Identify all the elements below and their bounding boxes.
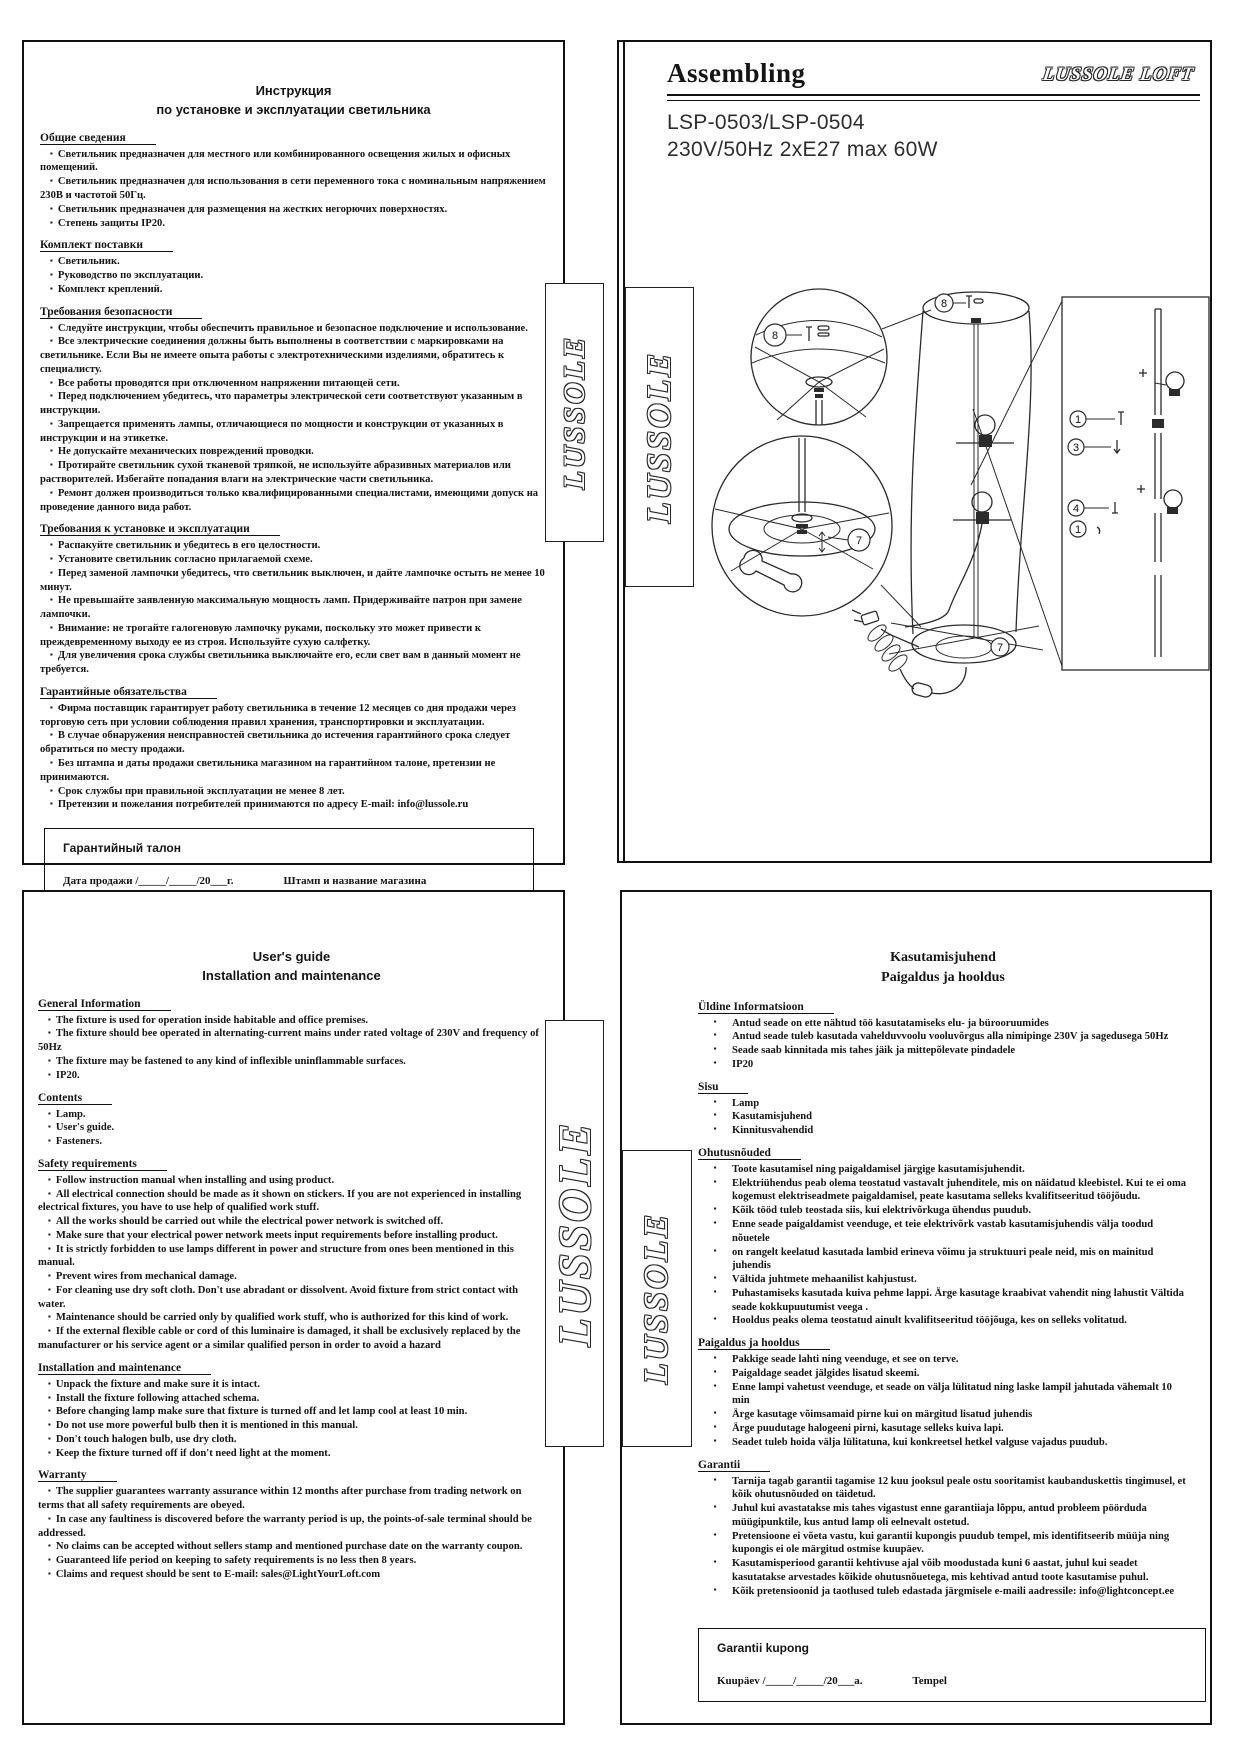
bullet-item: ▪ Lamp [698,1097,1188,1111]
svg-text:3: 3 [1072,442,1080,454]
header-rule [667,94,1200,101]
bullet-icon: ▪ [713,1030,717,1040]
bullet-icon: ▪ [50,256,53,266]
bullet-item: ▪ Не допускайте механических повреждений проводки. [50,446,314,458]
english-title-line2: Installation and maintenance [202,967,381,983]
bullet-item: ▪ In case any faultiness is discovered before the warranty period is up, the points-of-sale terminal should be addressed. [38,1513,532,1539]
bullet-item: ▪ Elektriühendus peab olema teostatud vastavalt juhenditele, mis on näidatud kleebistel. Kui te ei oma kogemust elektriseadmete paigaldamisel, peate kasutama selleks kvalifitseeritud tööjõudu. [698,1177,1188,1205]
bullet-icon: ▪ [713,1218,717,1228]
bullet-icon: ▪ [50,567,53,577]
bullet-item: ▪ Фирма поставщик гарантирует работу светильника в течение 12 месяцев со дня продажи через торговую сеть при условии соблюдения правил хранения, транспортировки и эксплуатации. [40,702,516,728]
warranty-stamp-label-et: Tempel [912,1675,947,1688]
bullet-icon: ▪ [48,1229,51,1239]
bullet-icon: ▪ [48,1420,51,1430]
bullet-item: ▪ Светильник предназначен для размещения на жестких негорючих поверхностях. [50,203,448,215]
bullet-item: ▪ Комплект креплений. [50,283,163,295]
bullet-item: ▪ Ärge puudutage halogeeni pirni, kasutage selleks kuiva lapi. [698,1422,1188,1436]
bullet-icon: ▪ [713,1176,717,1186]
section-items [40,255,547,296]
bullet-icon: ▪ [713,1204,717,1214]
model-number: LSP-0503/LSP-0504 [667,111,865,134]
bullet-icon: ▪ [50,377,53,387]
bullet-item: ▪ All electrical connection should be made as it shown on stickers. If you are not experienced in installing electrical fixtures, you have to use help of qualified work stuff. [38,1188,522,1214]
bullet-icon: ▪ [50,554,53,564]
warranty-date-line: Дата продажи /_____/_____/20___г. [63,875,234,888]
section-heading: Safety requirements [38,1158,167,1171]
bullet-icon: ▪ [48,1447,51,1457]
bullet-icon: ▪ [50,217,53,227]
bullet-item: ▪ Светильник предназначен для использования в сети переменного тока с номинальным напряжением 230В и частотой 50Гц. [40,176,546,201]
bullet-icon: ▪ [713,1273,717,1283]
bullet-item: ▪ Tarnija tagab garantii tagamise 12 kuu jooksul peale ostu sooritamist kaubanduskettis tingimusel, et kõik ohutusnõuded on täidetud. [698,1475,1188,1503]
bullet-icon: ▪ [48,1541,51,1551]
bullet-item: ▪ Fasteners. [48,1136,103,1148]
bullet-icon: ▪ [48,1513,51,1523]
bullet-item: ▪ Kinnitusvahendid [698,1124,1188,1138]
bullet-icon: ▪ [713,1110,717,1120]
bullet-item: ▪ Kõik pretensioonid ja taotlused tuleb edastada järgmisele e-maili aadressile: info@lightconcept.ee [698,1585,1188,1599]
section-items [40,702,547,812]
bullet-item: ▪ Seadet tuleb hoida välja lülitatuna, kui konkreetsel hetkel valguse vajadus puudub. [698,1436,1188,1450]
section-items [40,148,547,231]
bullet-icon: ▪ [713,1502,717,1512]
leader-base-detail [881,585,921,627]
section-heading: Sisu [698,1081,748,1094]
svg-text:7: 7 [855,535,863,547]
lussole-watermark-strip: LUSSOLE [625,287,694,587]
bullet-icon: ▪ [713,1314,717,1324]
bullet-item: ▪ The supplier guarantees warranty assurance within 12 months after purchase from trading network on terms that all safety requirements are obeyed. [38,1486,522,1512]
section-heading: Общие сведения [40,132,156,145]
bullet-item: ▪ Antud seade tuleb kasutada vahelduvvoolu vooluvõrgus alla nimipinge 230V ja sagedusega 50Hz [698,1030,1188,1044]
bullet-icon: ▪ [50,322,53,332]
section-heading: Garantii [698,1459,770,1472]
bullet-icon: ▪ [48,1069,51,1079]
warranty-coupon-title: Гарантийный талон [63,841,182,856]
bullet-icon: ▪ [48,1555,51,1565]
callout-7-lamp [991,638,1009,656]
bullet-icon: ▪ [48,1568,51,1578]
russian-title [40,82,547,120]
bullet-icon: ▪ [50,540,53,550]
section-items [698,1097,1188,1138]
bullet-icon: ▪ [48,1055,51,1065]
svg-text:8: 8 [771,330,779,342]
bullet-item: ▪ Lamp. [48,1108,86,1120]
bullet-icon: ▪ [48,1028,51,1038]
svg-text:8: 8 [940,298,948,310]
cord-inner [905,524,982,627]
bullet-icon: ▪ [50,758,53,768]
lussole-watermark-strip: LUSSOLE [545,1020,604,1447]
lussole-watermark-strip: LUSSOLE [622,1150,692,1447]
bullet-item: ▪ If the external flexible cable or cord of this luminaire is damaged, it shall be exclusively replaced by the manufacturer or his service agent or a similar qualified person in order to avoid a hazard [38,1326,521,1351]
bullet-icon: ▪ [713,1584,717,1594]
section-items [698,1475,1188,1599]
svg-text:1: 1 [1074,414,1082,426]
bullet-item: ▪ Kasutamisperiood garantii kehtivuse ajal võib moodustada kuni 6 aastat, juhul kui seadet kasutatakse arvestades kõikide ohutusnõuetega, mis kehtivad antud toote kasutamise puhul. [698,1557,1188,1585]
bullet-icon: ▪ [713,1245,717,1255]
foot-switch-icon [911,682,933,699]
power-cord [852,610,966,698]
detail-circle-shade-top [751,289,887,425]
bullet-item: ▪ Hooldus peaks olema teostatud ainult kvalifitseeritud tööjõuga, kes on selleks volitatud. [698,1314,1188,1328]
bullet-item: ▪ For cleaning use dry soft cloth. Don't use abradant or dissolvent. Avoid fixture from strict contact with water. [38,1284,519,1310]
section-items [38,1108,545,1149]
russian-title-line2: по установке и эксплуатации светильника [156,101,431,117]
bullet-icon: ▪ [48,1136,51,1146]
bullet-icon: ▪ [48,1271,51,1281]
bullet-item: ▪ Antud seade on ette nähtud töö kasutatamiseks elu- ja bürooruumides [698,1017,1188,1031]
detail-circle-base [712,436,892,616]
bullet-item: ▪ В случае обнаружения неисправностей светильника до истечения гарантийного срока следует обратиться по месту продажи. [40,730,511,756]
bullet-item: ▪ No claims can be accepted without sellers stamp and mentioned purchase date on the warranty coupon. [48,1541,523,1553]
lussole-watermark-strip: LUSSOLE [545,283,604,542]
assembling-header [619,42,1210,163]
bullet-icon: ▪ [48,1243,51,1253]
spare-bulb-lower [1137,485,1182,514]
estonian-title [698,948,1188,989]
svg-text:1: 1 [1074,524,1082,536]
bullet-icon: ▪ [713,1557,717,1567]
section-heading: Требования к установке и эксплуатации [40,523,280,536]
bullet-item: ▪ Для увеличения срока службы светильника выключайте его, если свет вам в данный момент не требуется. [40,650,521,676]
russian-sections [40,132,547,812]
bullet-item: ▪ IP20 [698,1058,1188,1072]
bullet-icon: ▪ [50,487,53,497]
bullet-item: ▪ Puhastamiseks kasutada kuiva pehme lappi. Ärge kasutage kraabivat vahendit ning lahustit Vältida seade kokkupuutumist veega . [698,1287,1188,1315]
bullet-item: ▪ Внимание: не трогайте галогеновую лампочку руками, поскольку это может привести к преждевременному выходу ее из строя. Используйте сухую салфетку. [40,622,481,648]
section-items [38,1174,545,1353]
bullet-item: ▪ User's guide. [48,1122,115,1134]
assembling-title: Assembling [667,58,806,88]
bullet-icon: ▪ [48,1122,51,1132]
section-heading: Üldine Informatsioon [698,1001,834,1014]
bullet-item: ▪ Светильник. [50,256,120,268]
bullet-icon: ▪ [713,1286,717,1296]
bullet-icon: ▪ [713,1421,717,1431]
parts-detail-box [971,297,1209,670]
section-heading: Комплект поставки [40,239,173,252]
section-heading: General Information [38,998,171,1011]
bullet-item: ▪ All the works should be carried out while the electrical power network is switched off. [48,1216,444,1228]
plug-icon [861,611,879,625]
bullet-item: ▪ Претензии и пожелания потребителей принимаются по адресу E-mail: info@lussole.ru [50,799,469,811]
bullet-icon: ▪ [713,1408,717,1418]
bullet-icon: ▪ [50,730,53,740]
bullet-icon: ▪ [48,1312,51,1322]
callout-3 [1068,439,1120,455]
bullet-icon: ▪ [48,1406,51,1416]
bullet-item: ▪ Juhul kui avastatakse mis tahes vigastust enne garantiiaja lõppu, antud probleem pöörduda müügipunktile, kus antud lamp oli eelnevalt ostetud. [698,1502,1188,1530]
bullet-icon: ▪ [50,203,53,213]
bullet-item: ▪ Установите светильник согласно прилагаемой схеме. [50,554,313,566]
section-items [40,322,547,515]
bullet-icon: ▪ [48,1188,51,1198]
warranty-coupon-et [698,1628,1206,1702]
bullet-icon: ▪ [713,1016,717,1026]
bullet-icon: ▪ [50,702,53,712]
bullet-icon: ▪ [713,1124,717,1134]
bullet-item: ▪ Enne lampi vahetust veenduge, et seade on välja lülitatud ning laske lampil jahutada vähemalt 10 min [698,1381,1188,1409]
bullet-item: ▪ Keep the fixture turned off if don't need light at the moment. [48,1447,331,1459]
bullet-item: ▪ Guaranteed life period on keeping to safety requirements is no less then 8 years. [48,1555,417,1567]
section-items [40,539,547,677]
callout-4 [1068,500,1118,516]
russian-title-line1: Инструкция [255,83,332,98]
section-items [38,1014,545,1083]
bullet-icon: ▪ [713,1474,717,1484]
bullet-icon: ▪ [50,460,53,470]
bullet-icon: ▪ [50,270,53,280]
bullet-item: ▪ It is strictly forbidden to use lamps different in power and structure from ones been mentioned in this manual. [38,1243,514,1269]
bullet-item: ▪ The fixture is used for operation inside habitable and office premises. [48,1014,369,1026]
bullet-item: ▪ Перед подключением убедитесь, что параметры электрической сети соответствуют указанным в инструкции. [40,391,523,417]
bullet-icon: ▪ [50,391,53,401]
bullet-item: ▪ Степень защиты IP20. [50,217,165,229]
assembly-diagram [619,177,1211,869]
bullet-item: ▪ Kasutamisjuhend [698,1110,1188,1124]
bullet-item: ▪ Запрещается применять лампы, отличающиеся по мощности и конструкции от указанных в инструкции и на этикетке. [40,418,504,444]
bullet-item: ▪ Before changing lamp make sure that fixture is turned off and let lamp cool at least 10 min. [48,1406,468,1418]
bullet-icon: ▪ [48,1174,51,1184]
english-title-line1: User's guide [252,949,331,964]
warranty-coupon-title-et: Garantii kupong [717,1641,810,1656]
electrical-specs: 230V/50Hz 2xE27 max 60W [667,138,938,161]
panel-russian [22,40,565,888]
callout-1a [1070,411,1124,427]
lussole-loft-logo: LUSSOLE LOFT [1041,64,1196,85]
section-heading: Ohutusnõuded [698,1147,801,1160]
bullet-icon: ▪ [48,1378,51,1388]
bullet-item: ▪ Vältida juhtmete mehaanilist kahjustust. [698,1273,1188,1287]
bullet-item: ▪ Prevent wires from mechanical damage. [48,1271,237,1283]
bullet-item: ▪ Maintenance should be carried only by qualified work stuff, who is authorized for this kind of work. [48,1312,509,1324]
leader-top-detail [882,310,931,329]
bullet-icon: ▪ [50,283,53,293]
bullet-item: ▪ Enne seade paigaldamist veenduge, et teie elektrivõrk vastab kasutamisjuhendis välja toodud nõuetele [698,1218,1188,1246]
callout-1b [1070,521,1100,537]
section-items [38,1485,545,1581]
bullet-item: ▪ Toote kasutamisel ning paigaldamisel järgige kasutamisjuhendit. [698,1163,1188,1177]
estonian-sections [698,1001,1188,1599]
bullet-icon: ▪ [50,595,53,605]
bullet-icon: ▪ [50,336,53,346]
bullet-icon: ▪ [48,1108,51,1118]
section-heading: Warranty [38,1469,117,1482]
bullet-item: ▪ Pakkige seade lahti ning veenduge, et see on terve. [698,1353,1188,1367]
bullet-item: ▪ Руководство по эксплуатации. [50,270,204,282]
bullet-item: ▪ Pretensioone ei võeta vastu, kui garantii kupongis puudub tempel, mis identifitseerib müüja ning kupongis ei ole märgitud ostmise kuupäev. [698,1530,1188,1558]
bullet-item: ▪ Seade saab kinnitada mis tahes jäik ja mittepõlevate pindadele [698,1044,1188,1058]
bullet-item: ▪ on rangelt keelatud kasutada lambid erineva võimu ja struktuuri peale neid, mis on mainitud juhendis [698,1246,1188,1274]
svg-text:4: 4 [1072,503,1080,515]
bullet-icon: ▪ [713,1353,717,1363]
bullet-item: ▪ Не превышайте заявленную максимальную мощность ламп. Придерживайте патрон при замене лампочки. [40,595,522,621]
callout-8-lamp [935,294,983,312]
bullet-item: ▪ Распакуйте светильник и убедитесь в его целостности. [50,540,321,552]
section-items [38,1378,545,1461]
bulb-lower [953,492,1011,524]
bullet-icon: ▪ [713,1435,717,1445]
bullet-icon: ▪ [50,418,53,428]
bullet-item: ▪ Перед заменой лампочки убедитесь, что светильник выключен, и дайте лампочке остыть не менее 10 минут. [40,567,545,593]
section-heading: Гарантийные обязательства [40,686,217,699]
bullet-item: ▪ The fixture may be fastened to any kind of inflexible uninflammable surfaces. [48,1055,406,1067]
bullet-item: ▪ Ремонт должен производиться только квалифицированными специалистами, имеющими допуск на проведение данного вида работ. [40,487,539,513]
bullet-icon: ▪ [50,785,53,795]
lamp-body [881,292,1043,663]
svg-text:7: 7 [996,642,1004,654]
warranty-stamp-label: Штамп и название магазина [283,875,427,888]
section-items [698,1017,1188,1072]
bullet-icon: ▪ [713,1044,717,1054]
bullet-item: ▪ Все электрические соединения должны быть выполнены в соответствии с маркировками на светильнике. Если Вы не имеете опыта работы с электротехническими изделиями, обратитесь к специалисту. [40,336,505,375]
bullet-icon: ▪ [713,1366,717,1376]
warranty-date-line-et: Kuupäev /_____/_____/20___a. [717,1675,863,1688]
bullet-item: ▪ Светильник предназначен для местного или комбинированного освещения жилых и офисных помещений. [40,148,511,174]
bullet-item: ▪ IP20. [48,1069,80,1081]
bullet-icon: ▪ [48,1486,51,1496]
bullet-icon: ▪ [713,1096,717,1106]
bullet-item: ▪ Claims and request should be sent to E-mail: sales@LightYourLoft.com [48,1568,381,1580]
bullet-item: ▪ Следуйте инструкции, чтобы обеспечить правильное и безопасное подключение и использование. [50,322,528,334]
estonian-title-line2: Paigaldus ja hooldus [881,970,1005,986]
bullet-item: ▪ Don't touch halogen bulb, use dry cloth. [48,1433,237,1445]
section-heading: Contents [38,1092,112,1105]
section-items [698,1353,1188,1449]
bullet-icon: ▪ [50,148,53,158]
bullet-item: ▪ Без штампа и даты продажи светильника магазином на гарантийном талоне, претензии не принимаются. [40,758,496,783]
bullet-icon: ▪ [50,446,53,456]
estonian-title-line1: Kasutamisjuhend [890,950,996,965]
section-items [698,1163,1188,1328]
callout-8-detail [764,324,829,346]
bullet-item: ▪ Срок службы при правильной эксплуатации не менее 8 лет. [50,785,345,797]
bullet-item: ▪ Протирайте светильник сухой тканевой тряпкой, не используйте абразивных материалов или растворителей. Избегайте попадания влаги на электрические части светильника. [40,460,511,485]
bullet-icon: ▪ [50,799,53,809]
bullet-icon: ▪ [50,622,53,632]
bullet-item: ▪ Make sure that your electrical power network meets input requirements before installing product. [48,1229,498,1241]
bullet-icon: ▪ [48,1392,51,1402]
panel-assembling [617,40,1212,863]
bullet-item: ▪ Install the fixture following attached schema. [48,1392,260,1404]
english-sections [38,998,545,1582]
bullet-icon: ▪ [48,1284,51,1294]
bullet-icon: ▪ [48,1433,51,1443]
bullet-icon: ▪ [713,1057,717,1067]
bullet-icon: ▪ [713,1380,717,1390]
section-heading: Installation and maintenance [38,1362,211,1375]
panel-english [22,890,565,1725]
panel-estonian [620,890,1212,1725]
bullet-item: ▪ The fixture should bee operated in alternating-current mains under rated voltage of 230V and frequency of 50Hz [38,1028,539,1054]
bullet-item: ▪ Do not use more powerful bulb then it is mentioned in this manual. [48,1420,358,1432]
bullet-icon: ▪ [50,650,53,660]
bullet-item: ▪ Paigaldage seadet jälgides lisatud skeemi. [698,1367,1188,1381]
bullet-item: ▪ Follow instruction manual when installing and using product. [48,1174,335,1186]
bullet-icon: ▪ [48,1216,51,1226]
bullet-icon: ▪ [713,1529,717,1539]
english-title [38,948,545,986]
section-heading: Требования безопасности [40,306,202,319]
bullet-item: ▪ Ärge kasutage võimsamaid pirne kui on märgitud lisatud juhendis [698,1408,1188,1422]
bullet-icon: ▪ [50,176,53,186]
bullet-icon: ▪ [713,1162,717,1172]
bullet-icon: ▪ [48,1326,51,1336]
bullet-item: ▪ Kõik tööd tuleb teostada siis, kui elektrivõrkuga ühendus puudub. [698,1204,1188,1218]
bullet-item: ▪ Unpack the fixture and make sure it is intact. [48,1378,260,1390]
bullet-item: ▪ Все работы проводятся при отключенном напряжении питающей сети. [50,377,400,389]
bullet-icon: ▪ [48,1014,51,1024]
section-heading: Paigaldus ja hooldus [698,1337,830,1350]
